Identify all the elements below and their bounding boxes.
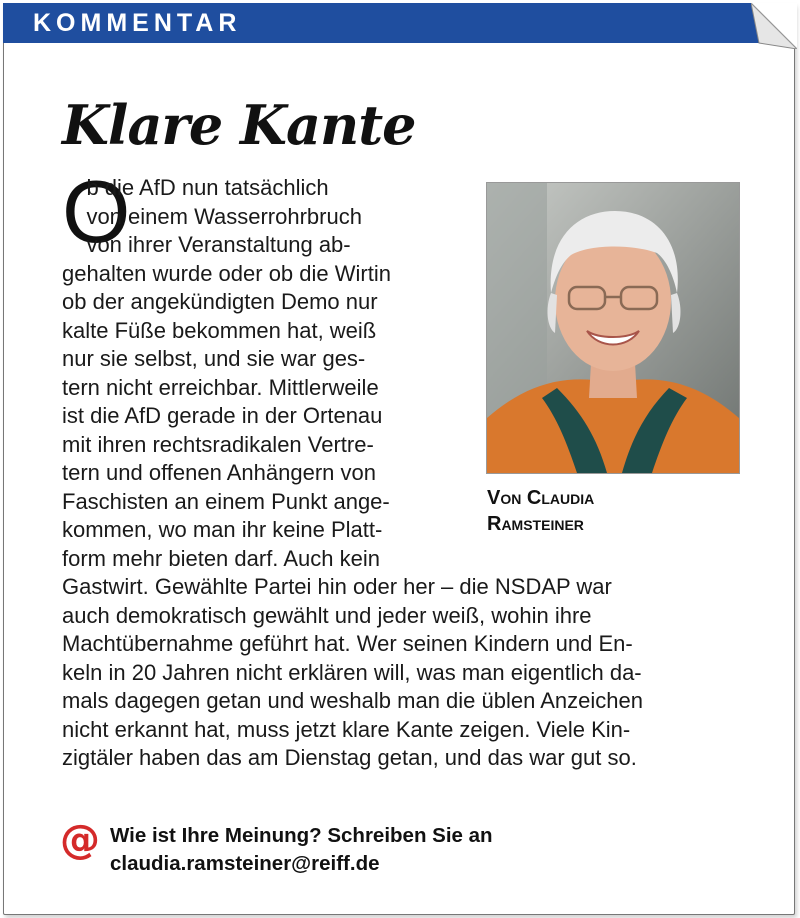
byline-line-1: Von Claudia bbox=[487, 487, 595, 509]
page-curl-icon bbox=[751, 3, 797, 49]
contact-email[interactable]: claudia.ramsteiner@reiff.de bbox=[110, 852, 380, 875]
article-body-bottom: Gastwirt. Gewählte Partei hin oder her – die NSDAP war auch demokratisch gewählt und jeder weiß, wohin ihre Machtübernahme geführt hat. Wer seinen Kindern und En- keln in 20 Jahren nicht erklären will, was man eigentlich da- mals dagegen getan und weshalb man die üblen Anzeichen nicht erkannt hat, muss jetzt klare Kante zeigen. Viele Kin- zigtäler haben das am Dienstag getan, und das war gut so. bbox=[62, 574, 643, 770]
section-label: KOMMENTAR bbox=[33, 9, 242, 37]
author-photo bbox=[486, 182, 740, 474]
headline: Klare Kante bbox=[62, 93, 416, 157]
byline-line-2: Ramsteiner bbox=[487, 513, 584, 535]
author-portrait-image bbox=[487, 183, 739, 473]
at-sign-icon: @ bbox=[60, 817, 100, 863]
contact-question: Wie ist Ihre Meinung? Schreiben Sie an bbox=[110, 824, 493, 847]
section-ribbon bbox=[3, 3, 763, 43]
contact-prompt bbox=[110, 822, 493, 878]
article-body-top: b die AfD nun tatsächlich von einem Wasserrohrbruch von ihrer Veranstaltung ab- gehalten wurde oder ob die Wirtin ob der angekündigten Demo nur kalte Füße bekommen hat, weiß nur sie selbst, und sie war ges- tern nicht erreichbar. Mittlerweile ist die AfD gerade in der Ortenau mit ihren rechtsradikalen Vertre- tern und offenen Anhängern von Faschisten an einem Punkt ange- kommen, wo man ihr keine Platt- form mehr bieten darf. Auch kein bbox=[62, 175, 391, 571]
byline bbox=[487, 485, 594, 537]
drop-cap: O bbox=[62, 162, 131, 261]
